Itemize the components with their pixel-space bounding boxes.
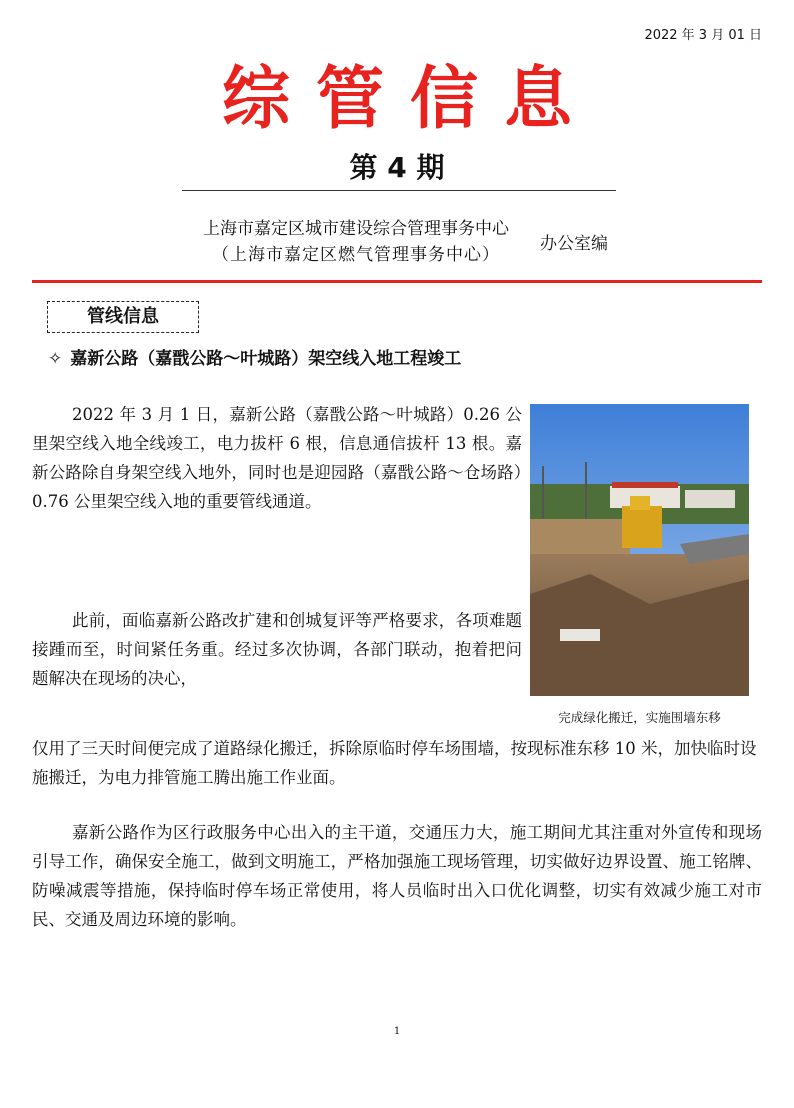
publisher-name: 上海市嘉定区城市建设综合管理事务中心: [203, 219, 509, 239]
construction-photo: [530, 404, 749, 696]
header-divider: [182, 190, 616, 191]
article-paragraph-2-continued: 仅用了三天时间便完成了道路绿化搬迁，拆除原临时停车场围墙，按现标准东移 10 米，加快临时设施搬迁，为电力排管施工腾出施工作业面。: [32, 739, 757, 787]
page-number: 1: [393, 1026, 401, 1037]
photo-caption: 完成绿化搬迁，实施围墙东移: [558, 710, 721, 725]
headline-text: 嘉新公路（嘉戬公路～叶城路）架空线入地工程竣工: [70, 349, 462, 369]
section-label: 管线信息: [47, 301, 199, 333]
editor-label: 办公室编: [540, 234, 608, 254]
publisher-alt-name: （上海市嘉定区燃气管理事务中心）: [212, 245, 500, 265]
article-paragraph-2: 此前，面临嘉新公路改扩建和创城复评等严格要求，各项难题接踵而至，时间紧任务重。经过多次协调，各部门联动，抱着把问题解决在现场的决心，: [32, 611, 522, 688]
red-divider: [32, 280, 762, 283]
issue-date: 2022 年 3 月 01 日: [644, 28, 762, 43]
masthead-title: 综管信息: [221, 60, 598, 139]
article-paragraph-3: 嘉新公路作为区行政服务中心出入的主干道，交通压力大，施工期间尤其注重对外宣传和现场引导工作，确保安全施工，做到文明施工，严格加强施工现场管理，切实做好边界设置、施工铭牌、防噪减震等措施，保持临时停车场正常使用，将人员临时出入口优化调整，切实有效减少施工对市民、交通及周边环境的影响。: [32, 823, 762, 929]
issue-number: 第 4 期: [349, 151, 445, 184]
article-headline: [48, 345, 461, 373]
diamond-star-icon: ✧: [48, 349, 63, 369]
article-paragraph-1: 2022 年 3 月 1 日，嘉新公路（嘉戬公路～叶城路）0.26 公里架空线入地全线竣工，电力拔杆 6 根，信息通信拔杆 13 根。嘉新公路除自身架空线入地外，同时也是迎园路（嘉戬公路～仓场路）0.76 公里架空线入地的重要管线通道。: [32, 405, 522, 511]
